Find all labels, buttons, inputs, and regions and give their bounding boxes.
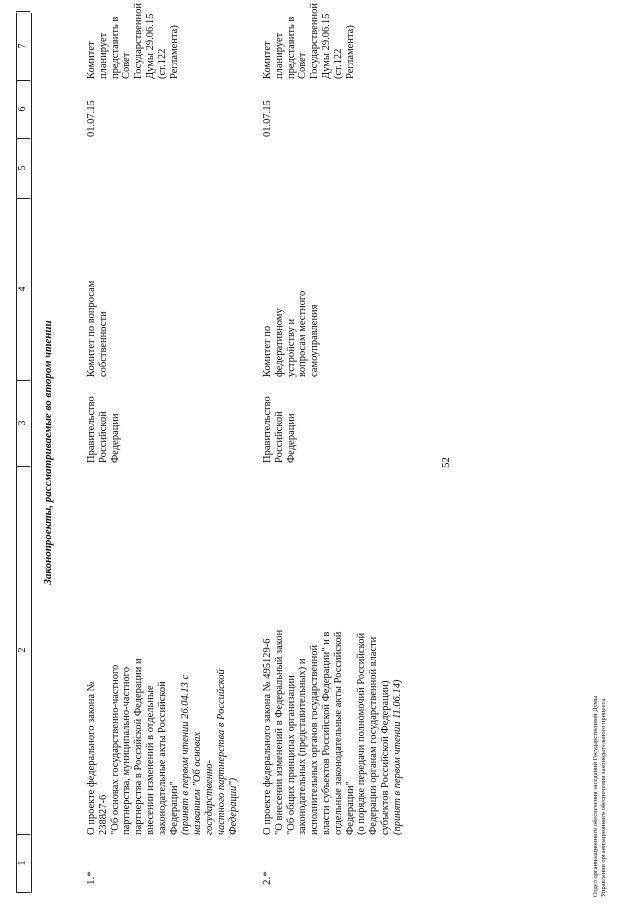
row-2-initiator-line: Российской bbox=[273, 411, 285, 463]
row-1-committee-line: Комитет по вопросам bbox=[86, 280, 97, 377]
row-1-committee-line: собственности bbox=[97, 311, 109, 377]
row-2-committee-line: федеративному bbox=[273, 308, 285, 377]
footer-line: Отдел организационного обеспечения заседаний Государственной Думы bbox=[592, 695, 599, 897]
row-1-date: 01.07.15 bbox=[86, 100, 97, 137]
row-2-title-line: Федерации органам государственной власти bbox=[368, 636, 380, 835]
row-2-status-line: Комитет планирует bbox=[262, 32, 285, 79]
row-1-initiator bbox=[86, 383, 121, 463]
row-1-number: 1.* bbox=[85, 871, 97, 885]
row-1-status-line: Комитет планирует bbox=[86, 32, 109, 79]
row-1-status-line: Государственной bbox=[133, 3, 145, 79]
row-2-title-line: субъектов Российской Федерации) bbox=[379, 680, 391, 835]
row-1-note-line: частного партнерства в Российской bbox=[215, 669, 227, 835]
row-2-status-line: (ст.122 Регламента) bbox=[332, 25, 356, 79]
row-1-status-line: представить в Совет bbox=[109, 16, 133, 79]
row-2-title-line: законодательных (представительных) и bbox=[297, 658, 309, 835]
header-col-4: 4 bbox=[16, 198, 30, 381]
section-title: Законопроекты, рассматриваемые во втором чтении bbox=[42, 320, 54, 585]
row-2-title-line: Федерации" bbox=[344, 781, 356, 835]
row-1-note-line: названием "Об основах государственно- bbox=[192, 731, 215, 835]
row-1-title-line: Федерации" bbox=[168, 781, 180, 835]
row-2-note-line: (принят в первом чтении 11.06.14) bbox=[391, 679, 403, 835]
header-col-3: 3 bbox=[16, 380, 30, 467]
row-2-title-line: власти субъектов Российской Федерации" и в bbox=[320, 631, 332, 835]
row-1-title-line: законодательные акты Российской bbox=[156, 681, 168, 835]
row-1-title bbox=[86, 655, 239, 835]
row-1-note-line: (принят в первом чтении 26.04.13 с bbox=[180, 674, 192, 835]
row-2-status-line: Государственной bbox=[309, 3, 321, 79]
row-2-initiator bbox=[262, 383, 297, 463]
row-2-date: 01.07.15 bbox=[262, 100, 273, 137]
row-1-status bbox=[86, 1, 180, 79]
row-2-initiator-line: Федерации bbox=[285, 413, 297, 463]
row-1-title-line: партнерства в Российской Федерации и bbox=[133, 658, 145, 835]
header-col-1: 1 bbox=[16, 834, 30, 893]
row-2-committee-line: самоуправления bbox=[309, 304, 321, 377]
row-2-title-line: О проекте федерального закона № 495129-6 bbox=[262, 638, 273, 835]
row-2-committee-line: Комитет по bbox=[262, 325, 273, 377]
row-1-status-line: (ст.122 Регламента) bbox=[156, 25, 180, 79]
footer-line: Управления организационного обеспечения законодательного процесса bbox=[600, 698, 607, 897]
row-2-committee-line: вопросам местного bbox=[297, 290, 309, 377]
row-2-status bbox=[262, 1, 356, 79]
row-2-committee bbox=[262, 257, 321, 377]
header-col-7: 7 bbox=[16, 11, 30, 81]
row-2-title-line: "О внесении изменений в Федеральный закон bbox=[273, 629, 285, 835]
header-col-5: 5 bbox=[16, 138, 30, 199]
header-col-2: 2 bbox=[16, 466, 30, 835]
row-1-status-line: Думы 29.06.15 bbox=[144, 13, 156, 79]
row-1-title-line: "Об основах государственно-частного bbox=[109, 664, 121, 835]
row-2-status-line: Думы 29.06.15 bbox=[320, 13, 332, 79]
row-2-status-line: представить в Совет bbox=[285, 16, 309, 79]
row-1-initiator-line: Федерации bbox=[109, 413, 121, 463]
row-1-committee bbox=[86, 257, 110, 377]
row-2-title-line: исполнительных органов государственной bbox=[309, 644, 321, 835]
row-2-title-line: (о порядке передачи полномочий Российской bbox=[356, 632, 368, 835]
row-2-committee-line: устройству и bbox=[285, 318, 297, 377]
row-2-initiator-line: Правительство bbox=[262, 396, 273, 463]
row-2-number: 2.* bbox=[261, 871, 273, 885]
row-1-title-line: О проекте федерального закона № 238827-6 bbox=[86, 681, 109, 835]
row-1-initiator-line: Правительство bbox=[86, 396, 97, 463]
footer-department bbox=[592, 597, 608, 897]
row-2-title-line: отдельные законодательные акты Российской bbox=[332, 631, 344, 835]
row-2-title-line: "Об общих принципах организации bbox=[285, 675, 297, 835]
row-1-title-line: внесении изменений в отдельные bbox=[144, 685, 156, 835]
header-col-6: 6 bbox=[16, 80, 30, 139]
row-1-initiator-line: Российской bbox=[97, 411, 109, 463]
row-1-title-line: партнерства, муниципально-частного bbox=[121, 667, 133, 835]
row-2-title bbox=[262, 585, 404, 835]
row-1-note-line: Федерации") bbox=[227, 777, 239, 835]
page-number: 52 bbox=[440, 457, 452, 468]
